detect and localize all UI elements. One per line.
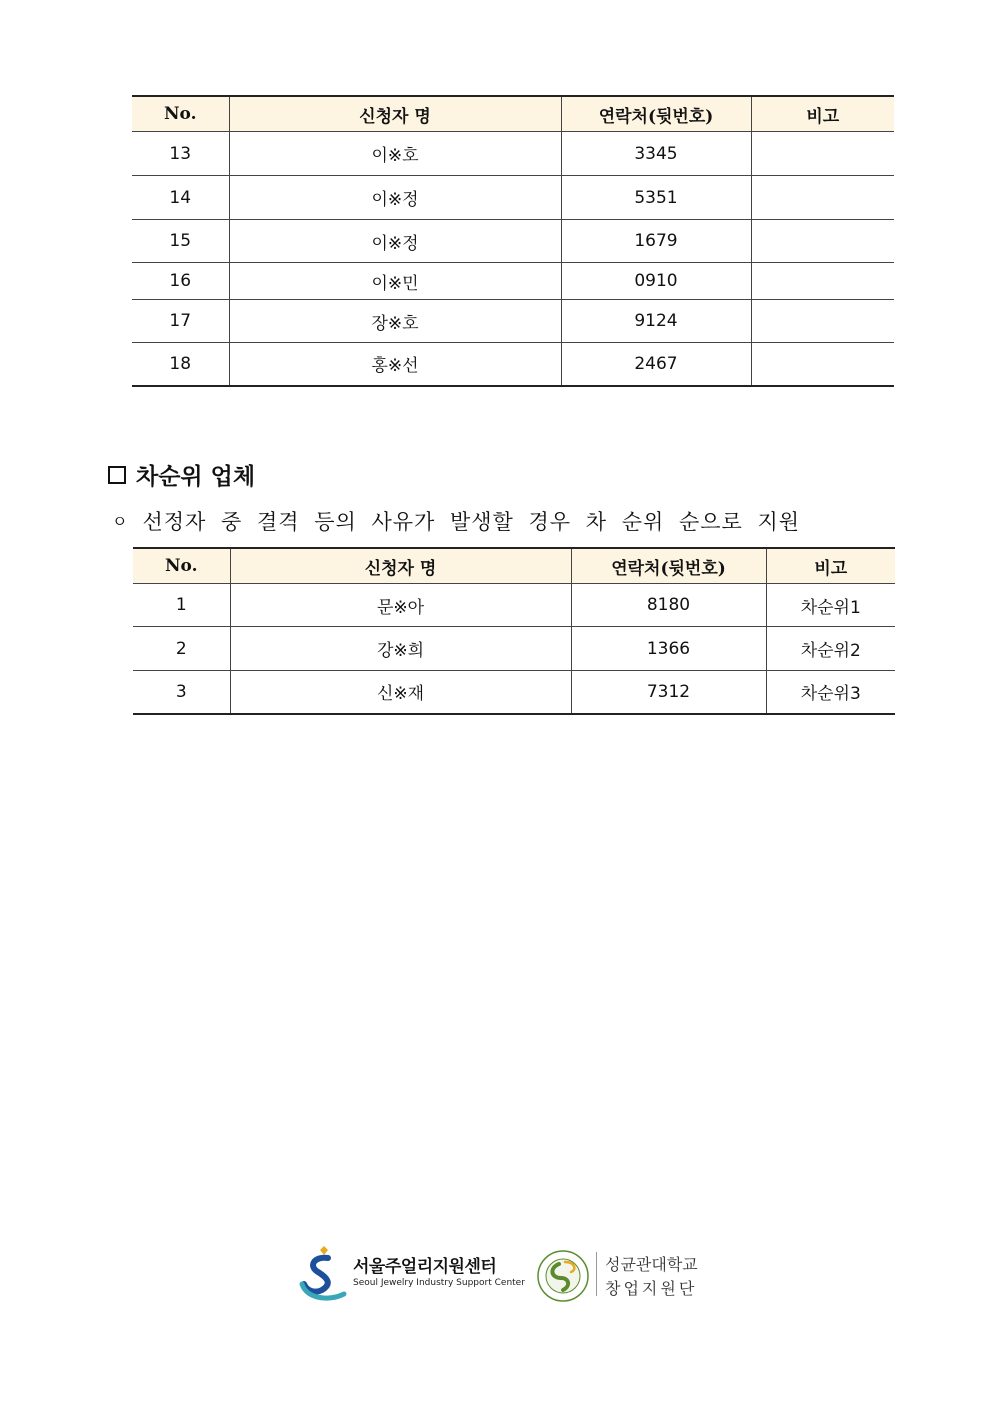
circle-bullet-icon: ㅇ	[112, 512, 129, 531]
table-row	[133, 584, 895, 627]
header-no: No.	[133, 548, 230, 584]
cell-no: 14	[132, 176, 229, 220]
table-header-row	[133, 548, 895, 584]
cell-no: 16	[132, 263, 229, 300]
cell-name: 이※호	[229, 132, 561, 176]
cell-no: 18	[132, 343, 229, 386]
applicant-table-2	[133, 547, 895, 715]
cell-name: 신※재	[230, 671, 571, 714]
header-note: 비고	[766, 548, 895, 584]
cell-no: 13	[132, 132, 229, 176]
cell-note	[751, 300, 894, 343]
cell-name: 홍※선	[229, 343, 561, 386]
table-row	[132, 263, 894, 300]
header-name: 신청자 명	[229, 96, 561, 132]
cell-note: 차순위3	[800, 684, 861, 705]
header-no: No.	[132, 96, 229, 132]
cell-name: 이※정	[229, 176, 561, 220]
cell-name: 장※호	[229, 300, 561, 343]
skku-seal-icon	[535, 1248, 591, 1304]
cell-note	[751, 176, 894, 220]
cell-note	[751, 343, 894, 386]
cell-note	[751, 220, 894, 263]
header-phone: 연락처(뒷번호)	[561, 96, 751, 132]
square-bullet-icon	[108, 466, 126, 484]
cell-phone: 1366	[571, 627, 766, 671]
cell-phone: 7312	[571, 671, 766, 714]
cell-no: 17	[132, 300, 229, 343]
cell-phone: 3345	[561, 132, 751, 176]
seoul-jewelry-logo	[298, 1244, 525, 1304]
cell-name: 이※정	[229, 220, 561, 263]
footer-logos	[0, 1240, 992, 1310]
cell-phone: 5351	[561, 176, 751, 220]
cell-phone: 2467	[561, 343, 751, 386]
table-row	[133, 627, 895, 671]
table-row	[132, 300, 894, 343]
logo2-university: 성균관대학교	[605, 1255, 698, 1274]
cell-name: 문※아	[230, 584, 571, 627]
cell-note	[751, 263, 894, 300]
cell-phone: 1679	[561, 220, 751, 263]
seoul-jewelry-emblem-icon	[298, 1244, 352, 1304]
skku-logo	[535, 1246, 705, 1306]
cell-no: 15	[132, 220, 229, 263]
cell-name: 이※민	[229, 263, 561, 300]
cell-note	[751, 132, 894, 176]
cell-phone: 8180	[571, 584, 766, 627]
cell-note: 차순위2	[766, 627, 895, 671]
section-title	[108, 458, 255, 491]
section-description	[112, 506, 800, 536]
cell-name: 강※희	[230, 627, 571, 671]
header-name: 신청자 명	[230, 548, 571, 584]
cell-no: 1	[133, 584, 230, 627]
table-header-row	[132, 96, 894, 132]
applicant-table-1	[132, 95, 894, 387]
header-phone: 연락처(뒷번호)	[571, 548, 766, 584]
description-text: 선정자 중 결격 등의 사유가 발생할 경우 차 순위 순으로 지원	[142, 510, 801, 534]
table-row	[132, 176, 894, 220]
logo1-name: 서울주얼리지원센터	[353, 1257, 497, 1277]
logo1-subtitle: Seoul Jewelry Industry Support Center	[353, 1278, 525, 1288]
cell-no: 2	[133, 627, 230, 671]
header-note: 비고	[751, 96, 894, 132]
logo2-department: 창업지원단	[605, 1279, 698, 1298]
table-row	[132, 220, 894, 263]
section-title-text: 차순위 업체	[136, 463, 256, 490]
table-row	[133, 671, 895, 714]
cell-phone: 0910	[561, 263, 751, 300]
cell-note: 차순위1	[766, 584, 895, 627]
table-row	[132, 343, 894, 386]
table-row	[132, 132, 894, 176]
cell-no: 3	[133, 671, 230, 714]
logo2-divider	[596, 1252, 597, 1296]
cell-phone: 9124	[561, 300, 751, 343]
